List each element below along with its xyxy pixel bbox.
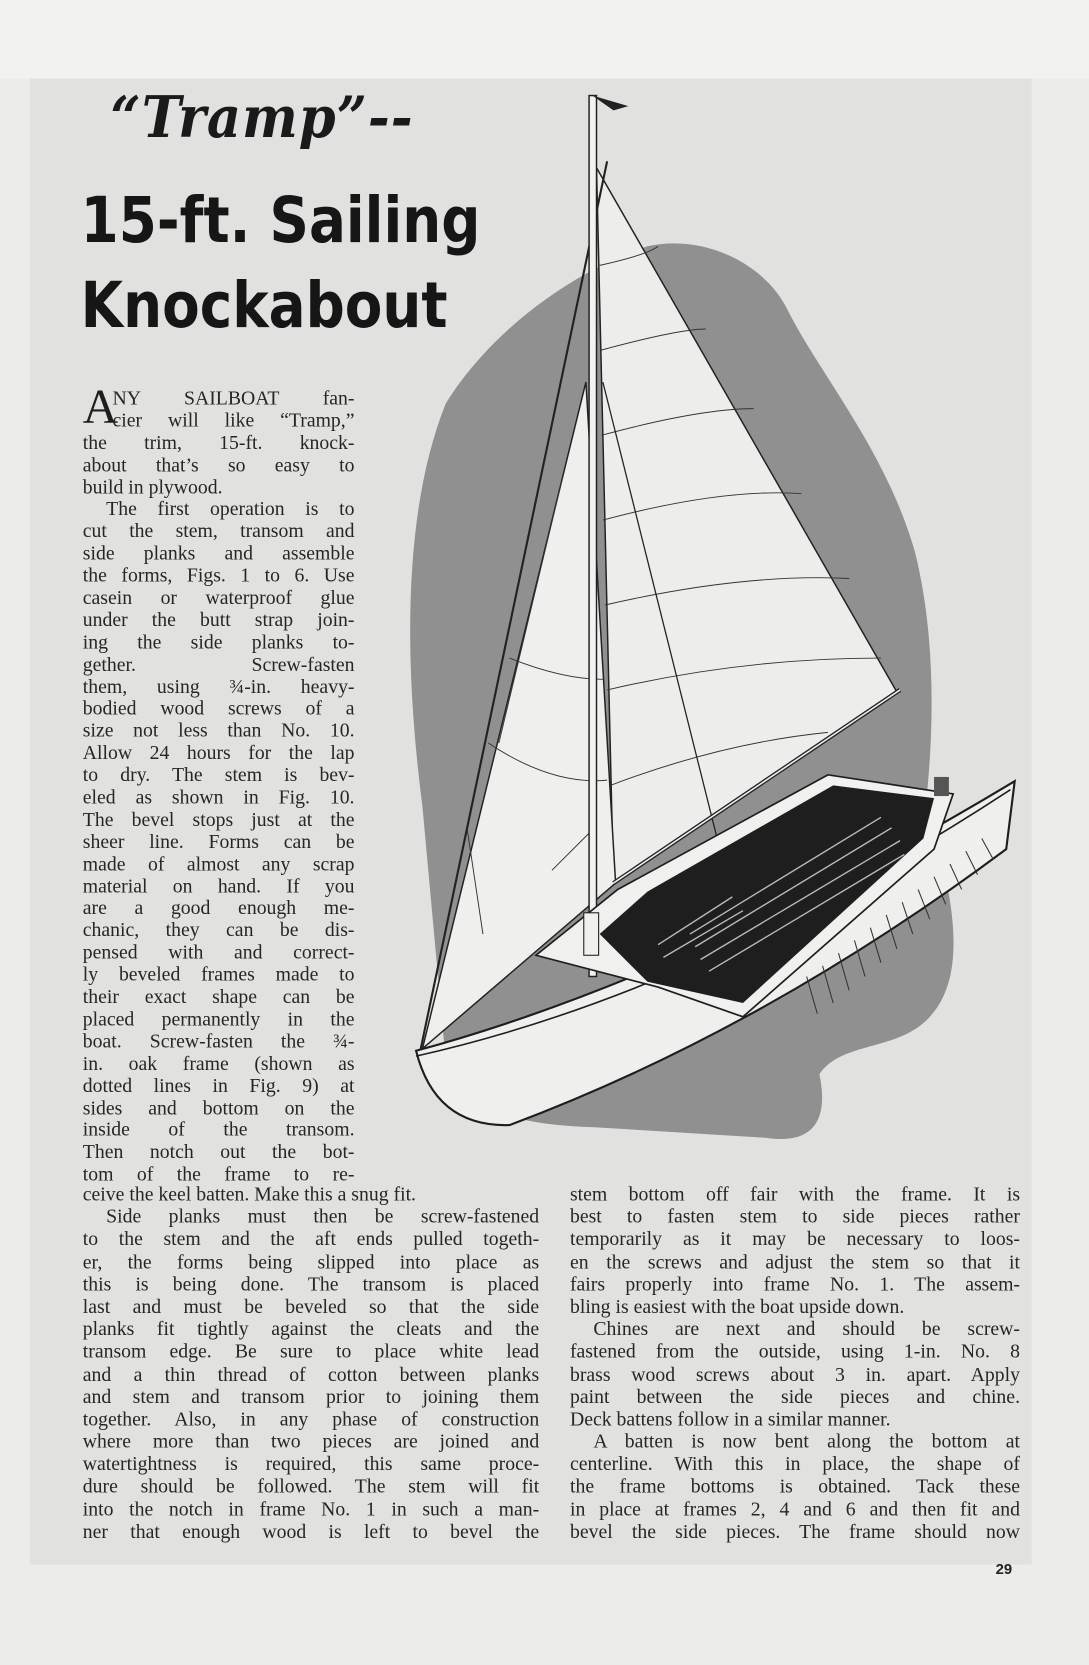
text-line: into the notch in frame No. 1 in such a man-	[82, 1498, 540, 1521]
text-line: in. oak frame (shown as	[82, 1052, 355, 1075]
text-line: build in plywood.	[82, 476, 223, 499]
text-line: where more than two pieces are joined and	[82, 1430, 540, 1454]
text-line: under the butt strap join-	[82, 609, 355, 632]
text-line: Chines are next and should be screw-	[593, 1318, 1021, 1341]
text-line: together. Also, in any phase of construction	[82, 1408, 540, 1431]
text-line: eled as shown in Fig. 10.	[82, 786, 355, 809]
text-line: their exact shape can be	[82, 986, 355, 1009]
text-line: to dry. The stem is bev-	[82, 764, 355, 787]
text-line: ner that enough wood is left to bevel the	[82, 1520, 540, 1544]
body-column-left	[83, 1183, 539, 1543]
text-line: in place at frames 2, 4 and 6 and then fit and	[569, 1498, 1021, 1521]
text-line: watertightness is required, this same proce-	[82, 1453, 540, 1476]
mast	[589, 96, 596, 977]
text-line: NY SAILBOAT fan-	[112, 387, 355, 410]
text-line: brass wood screws about 3 in. apart. Apply	[569, 1363, 1021, 1386]
article-title-line-1: 15-ft. Sailing	[80, 183, 481, 258]
text-line: the trim, 15-ft. knock-	[82, 431, 355, 455]
text-line: Then notch out the bot-	[82, 1141, 355, 1164]
text-line: this is being done. The transom is placed	[82, 1273, 540, 1296]
centerboard-trunk	[584, 913, 599, 955]
text-line: Allow 24 hours for the lap	[82, 742, 355, 765]
text-line: A batten is now bent along the bottom at	[593, 1430, 1021, 1454]
text-line: paint between the side pieces and chine.	[569, 1385, 1021, 1409]
text-line: gether. Screw-fasten	[82, 653, 355, 676]
text-line: ing the side planks to-	[82, 631, 355, 654]
text-line: best to fasten stem to side pieces rather	[569, 1205, 1021, 1229]
text-line: placed permanently in the	[82, 1008, 355, 1031]
text-line: fairs properly into frame No. 1. The assem-	[569, 1273, 1021, 1296]
article-title-line-2: Knockabout	[80, 268, 448, 343]
text-line: pensed with and correct-	[82, 941, 355, 965]
text-line: fastened from the outside, using 1-in. No. 8	[569, 1340, 1021, 1364]
text-line: stem bottom off fair with the frame. It is	[569, 1183, 1021, 1206]
text-line: er, the forms being slipped into place as	[82, 1250, 540, 1274]
page-number: 29	[995, 1560, 1013, 1578]
text-line: sides and bottom on the	[82, 1096, 355, 1120]
text-line: the forms, Figs. 1 to 6. Use	[82, 564, 355, 588]
text-line: them, using ¾-in. heavy-	[82, 675, 355, 698]
text-line: the frame bottoms is obtained. Tack these	[569, 1475, 1021, 1499]
text-line: about that’s so easy to	[82, 453, 355, 477]
text-line: temporarily as it may be necessary to loos-	[569, 1228, 1021, 1251]
text-line: The bevel stops just at the	[82, 808, 355, 831]
text-line: boat. Screw-fasten the ¾-	[82, 1030, 355, 1053]
text-line: made of almost any scrap	[82, 853, 355, 876]
text-line: size not less than No. 10.	[82, 720, 355, 743]
text-line: cut the stem, transom and	[82, 520, 355, 543]
text-line: to the stem and the aft ends pulled togeth-	[82, 1228, 540, 1251]
text-line: ceive the keel batten. Make this a snug fit.	[82, 1183, 417, 1206]
text-line: bling is easiest with the boat upside down.	[569, 1295, 905, 1319]
text-line: chanic, they can be dis-	[82, 919, 355, 942]
text-line: side planks and assemble	[82, 542, 355, 565]
body-column-right	[570, 1183, 1020, 1543]
text-line: Deck battens follow in a similar manner.	[569, 1408, 891, 1431]
text-line: casein or waterproof glue	[82, 586, 355, 610]
text-line: material on hand. If you	[82, 875, 355, 898]
text-line: The first operation is to	[106, 498, 355, 521]
text-line: transom edge. Be sure to place white lead	[82, 1340, 540, 1364]
rudder-head	[934, 777, 949, 796]
text-line: bevel the side pieces. The frame should now	[569, 1520, 1021, 1544]
text-line: and stem and transom prior to joining them	[82, 1385, 540, 1409]
text-line: tom of the frame to re-	[82, 1163, 355, 1186]
text-line: ly beveled frames made to	[82, 963, 355, 987]
article-kicker: “Tramp”--	[110, 82, 414, 151]
pennant-flag	[592, 96, 628, 111]
body-column-narrow	[83, 388, 355, 1186]
text-line: dotted lines in Fig. 9) at	[82, 1074, 355, 1098]
text-line: inside of the transom.	[82, 1119, 355, 1142]
drop-cap: A	[82, 378, 119, 434]
text-line: dure should be followed. The stem will fit	[82, 1475, 540, 1499]
text-line: cier will like “Tramp,”	[112, 409, 355, 432]
text-line: Side planks must then be screw-fastened	[106, 1205, 540, 1229]
text-line: en the screws and adjust the stem so that it	[569, 1250, 1021, 1274]
text-line: bodied wood screws of a	[82, 697, 355, 721]
text-line: centerline. With this in place, the shape of	[569, 1453, 1021, 1476]
text-line: planks fit tightly against the cleats and the	[82, 1318, 540, 1341]
text-line: last and must be beveled so that the side	[82, 1295, 540, 1319]
text-line: are a good enough me-	[82, 897, 355, 920]
text-line: sheer line. Forms can be	[82, 830, 355, 854]
text-line: and a thin thread of cotton between planks	[82, 1363, 540, 1386]
